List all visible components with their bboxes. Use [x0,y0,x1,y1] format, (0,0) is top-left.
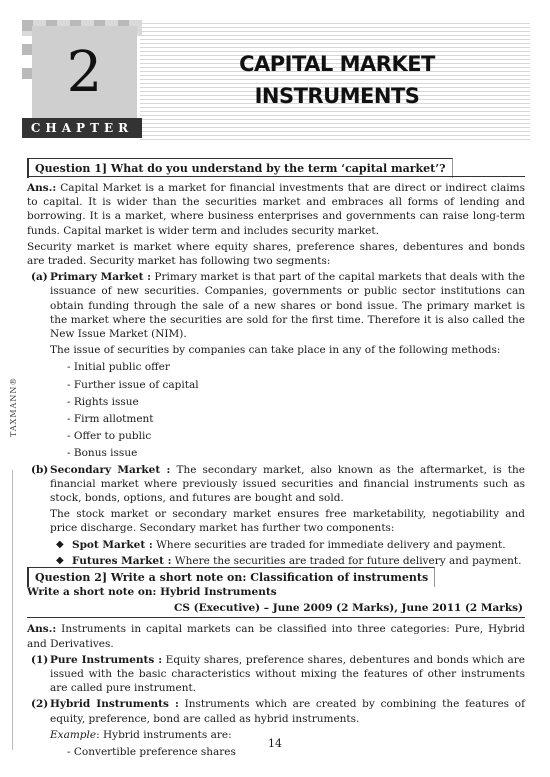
bullet-text: Where securities are traded for immediate delivery and payment. [152,538,506,551]
example-label: Example [50,728,97,741]
example-text: : Hybrid instruments are: [96,728,232,741]
item-text: The secondary market, also known as the aftermarket, is the financial market where previously issued securities and financial instruments such as stock, bonds, options, and futures are bought and sold. [50,463,525,505]
chapter-title [217,48,457,112]
pure-instruments-item [27,653,525,696]
bullet-heading: Futures Market : [72,554,172,567]
primary-market-item [27,270,525,341]
list-item: - Firm allotment [67,413,154,426]
list-item: - Offer to public [67,430,152,443]
item-text: Primary market is that part of the capital markets that deals with the issuance of new securities. Companies, governments or public sector institutions can obtain funding through the sale of a new shares or bond issue. The primary market is the market where the securities are sold for the first time. Therefore it is also called the New Issue Market (NIM). [50,271,525,341]
list-item: - Initial public offer [67,361,170,374]
ans-label: Ans.: [27,623,57,636]
question-1-answer [27,181,525,570]
item-label: (b) [31,463,49,476]
item-label: (2) [31,698,49,711]
ans-text: Capital Market is a market for financial investments that are direct or indirect claims to capital. It is wider than the securities market and embraces all forms of lending and borrowing. It is a market, where business enterprises and governments can raise long-term funds. Capital market is wider term and includes security market. [27,182,525,237]
badge-panel [32,26,137,118]
page-number: 14 [268,737,282,750]
ans-text: Instruments in capital markets can be classified into three categories: Pure, Hybrid and Derivatives. [27,623,525,650]
spot-market-bullet [27,538,525,552]
side-rule [12,470,13,750]
item-heading: Primary Market : [50,271,152,284]
question-1-rule [27,176,525,177]
method-text: Further issue of capital [73,378,199,391]
chapter-badge [22,20,142,140]
exam-reference: CS (Executive) – June 2009 (2 Marks), June 2011 (2 Marks) [174,602,523,615]
example-item-text: Convertible preference shares [73,746,236,759]
diamond-bullet-icon: ◆ [56,554,64,566]
list-item: - Convertible preference shares [67,746,236,759]
item-heading: Pure Instruments : [50,653,163,666]
chapter-word: CHAPTER [22,118,142,138]
secondary-components-intro: The stock market or secondary market ensures free marketability, negotiability and price discharge. Secondary market has further two components: [50,508,525,535]
list-item: - Bonus issue [67,447,138,460]
method-text: Initial public offer [73,361,170,374]
answer-paragraph [27,181,525,238]
chapter-number: 2 [66,40,103,105]
question-2-alt: Write a short note on: Hybrid Instruments [27,586,277,598]
methods-list [27,359,525,462]
side-brand: TAXMANN® [9,376,18,437]
question-2-answer [27,585,525,761]
futures-market-bullet [27,554,525,568]
diamond-bullet-icon: ◆ [56,538,64,550]
ans-label: Ans.: [27,182,57,194]
item-heading: Hybrid Instruments : [50,698,179,711]
method-text: Bonus issue [73,447,138,460]
bullet-text: Where the securities are traded for future delivery and payment. [171,554,522,567]
item-label: (a) [31,271,48,284]
chapter-header [22,20,530,140]
question-2-rule [27,617,525,618]
method-text: Rights issue [73,395,139,408]
method-text: Offer to public [73,430,152,443]
item-heading: Secondary Market : [50,463,171,476]
chapter-title-line-2: INSTRUMENTS [254,84,420,108]
secondary-market-item [27,463,525,506]
issue-methods-intro: The issue of securities by companies can take place in any of the following methods: [50,344,501,357]
answer-paragraph [27,622,525,650]
question-1-heading: Question 1] What do you understand by the term ‘capital market’? [27,158,453,178]
item-text: Equity shares, preference shares, debentures and bonds which are issued with the basic characteristics without mixing the features of other instruments are called pure instrument. [50,653,525,695]
method-text: Firm allotment [73,413,154,426]
hybrid-instruments-item [27,697,525,725]
item-text: Instruments which are created by combining the features of equity, preference, bond are called as hybrid instruments. [50,698,525,725]
chapter-title-line-1: CAPITAL MARKET [239,52,435,76]
list-item: - Rights issue [67,395,139,408]
list-item: - Further issue of capital [67,378,199,391]
security-market-paragraph: Security market is market where equity shares, preference shares, debentures and bonds are traded. Security market has following two segments: [27,240,525,268]
item-label: (1) [31,653,49,666]
question-2-heading: Question 2] Write a short note on: Classification of instruments [27,567,435,587]
bullet-heading: Spot Market : [72,538,153,551]
